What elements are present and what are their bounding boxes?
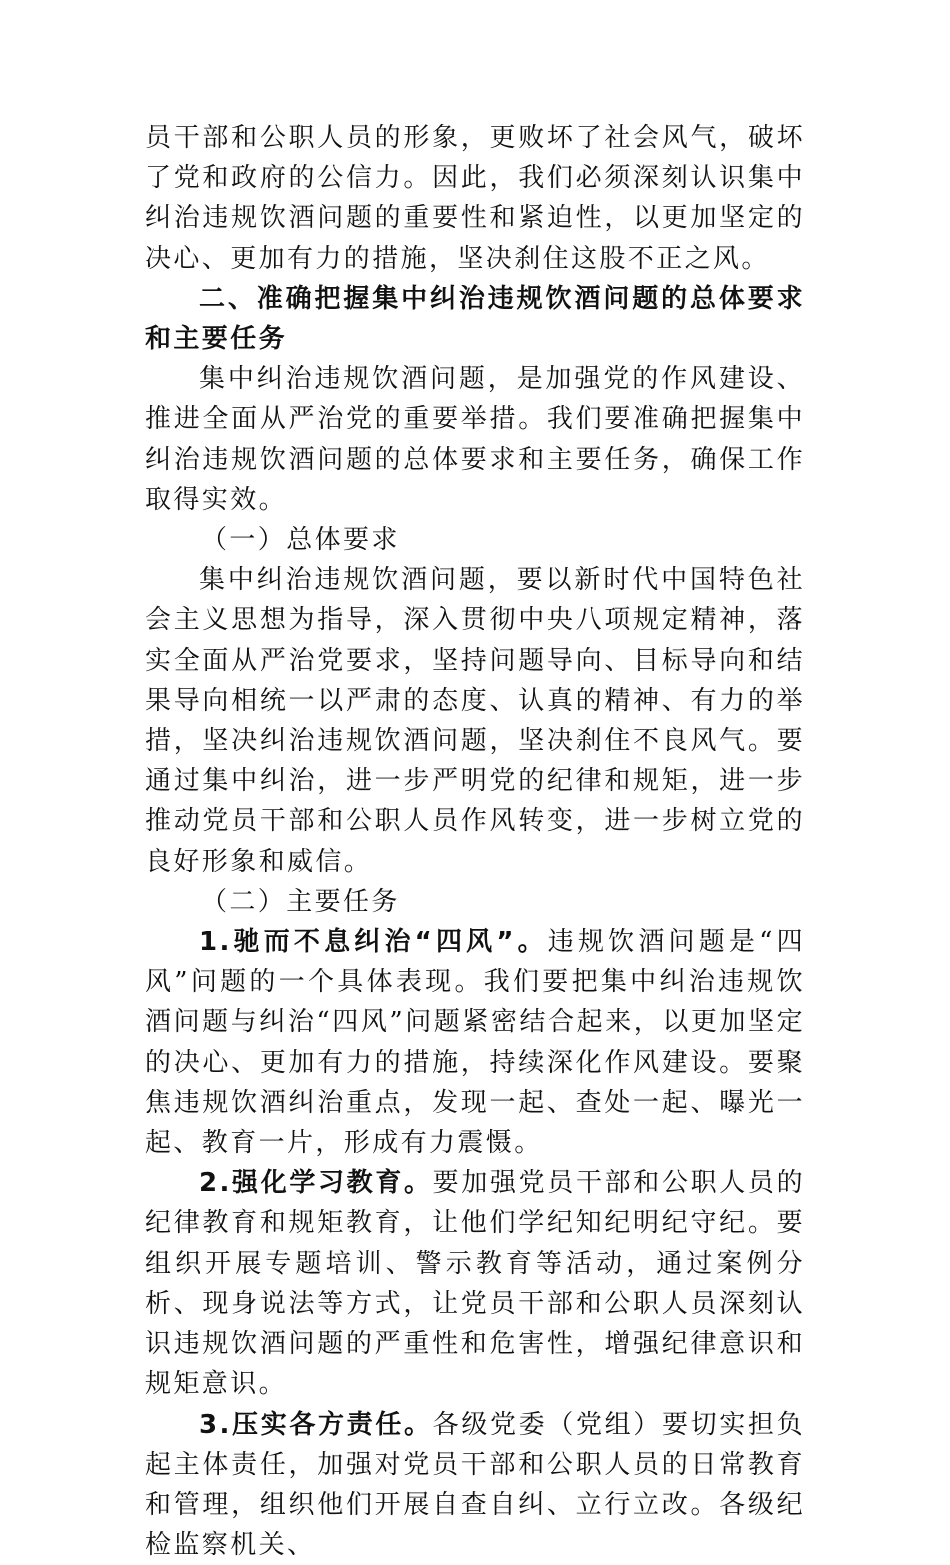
task-item-lead: 1.驰而不息纠治“四风”。 [199,927,548,957]
body-paragraph: 集中纠治违规饮酒问题，要以新时代中国特色社会主义思想为指导，深入贯彻中央八项规定精神，落实全面从严治党要求，坚持问题导向、目标导向和结果导向相统一以严肃的态度、认真的精神、有力的举措，坚决纠治违规饮酒问题，坚决刹住不良风气。要通过集中纠治，进一步严明党的纪律和规矩，进一步推动党员干部和公职人员作风转变，进一步树立党的良好形象和威信。 [145,560,805,882]
task-item-lead: 2.强化学习教育。 [199,1168,433,1198]
task-item-2 [145,1163,805,1404]
task-item-text: 各级党委（党组）要切实担负起主体责任，加强对党员干部和公职人员的日常教育和管理，组织他们开展自查自纠、立行立改。各级纪检监察机关、 [145,1410,805,1561]
subsection-heading: （二）主要任务 [145,882,805,922]
task-item-3 [145,1405,805,1565]
task-item-text: 违规饮酒问题是“四风”问题的一个具体表现。我们要把集中纠治违规饮酒问题与纠治“四风”问题紧密结合起来，以更加坚定的决心、更加有力的措施，持续深化作风建设。要聚焦违规饮酒纠治重点，发现一起、查处一起、曝光一起、教育一片，形成有力震慑。 [145,927,805,1158]
body-paragraph: 员干部和公职人员的形象，更败坏了社会风气，破坏了党和政府的公信力。因此，我们必须深刻认识集中纠治违规饮酒问题的重要性和紧迫性，以更加坚定的决心、更加有力的措施，坚决刹住这股不正之风。 [145,118,805,279]
body-paragraph: 集中纠治违规饮酒问题，是加强党的作风建设、推进全面从严治党的重要举措。我们要准确把握集中纠治违规饮酒问题的总体要求和主要任务，确保工作取得实效。 [145,359,805,520]
task-item-lead: 3.压实各方责任。 [199,1410,433,1440]
document-page [145,118,805,1565]
section-heading: 二、准确把握集中纠治违规饮酒问题的总体要求和主要任务 [145,279,805,359]
subsection-heading: （一）总体要求 [145,520,805,560]
task-item-1 [145,922,805,1163]
task-item-text: 要加强党员干部和公职人员的纪律教育和规矩教育，让他们学纪知纪明纪守纪。要组织开展专题培训、警示教育等活动，通过案例分析、现身说法等方式，让党员干部和公职人员深刻认识违规饮酒问题的严重性和危害性，增强纪律意识和规矩意识。 [145,1168,805,1399]
